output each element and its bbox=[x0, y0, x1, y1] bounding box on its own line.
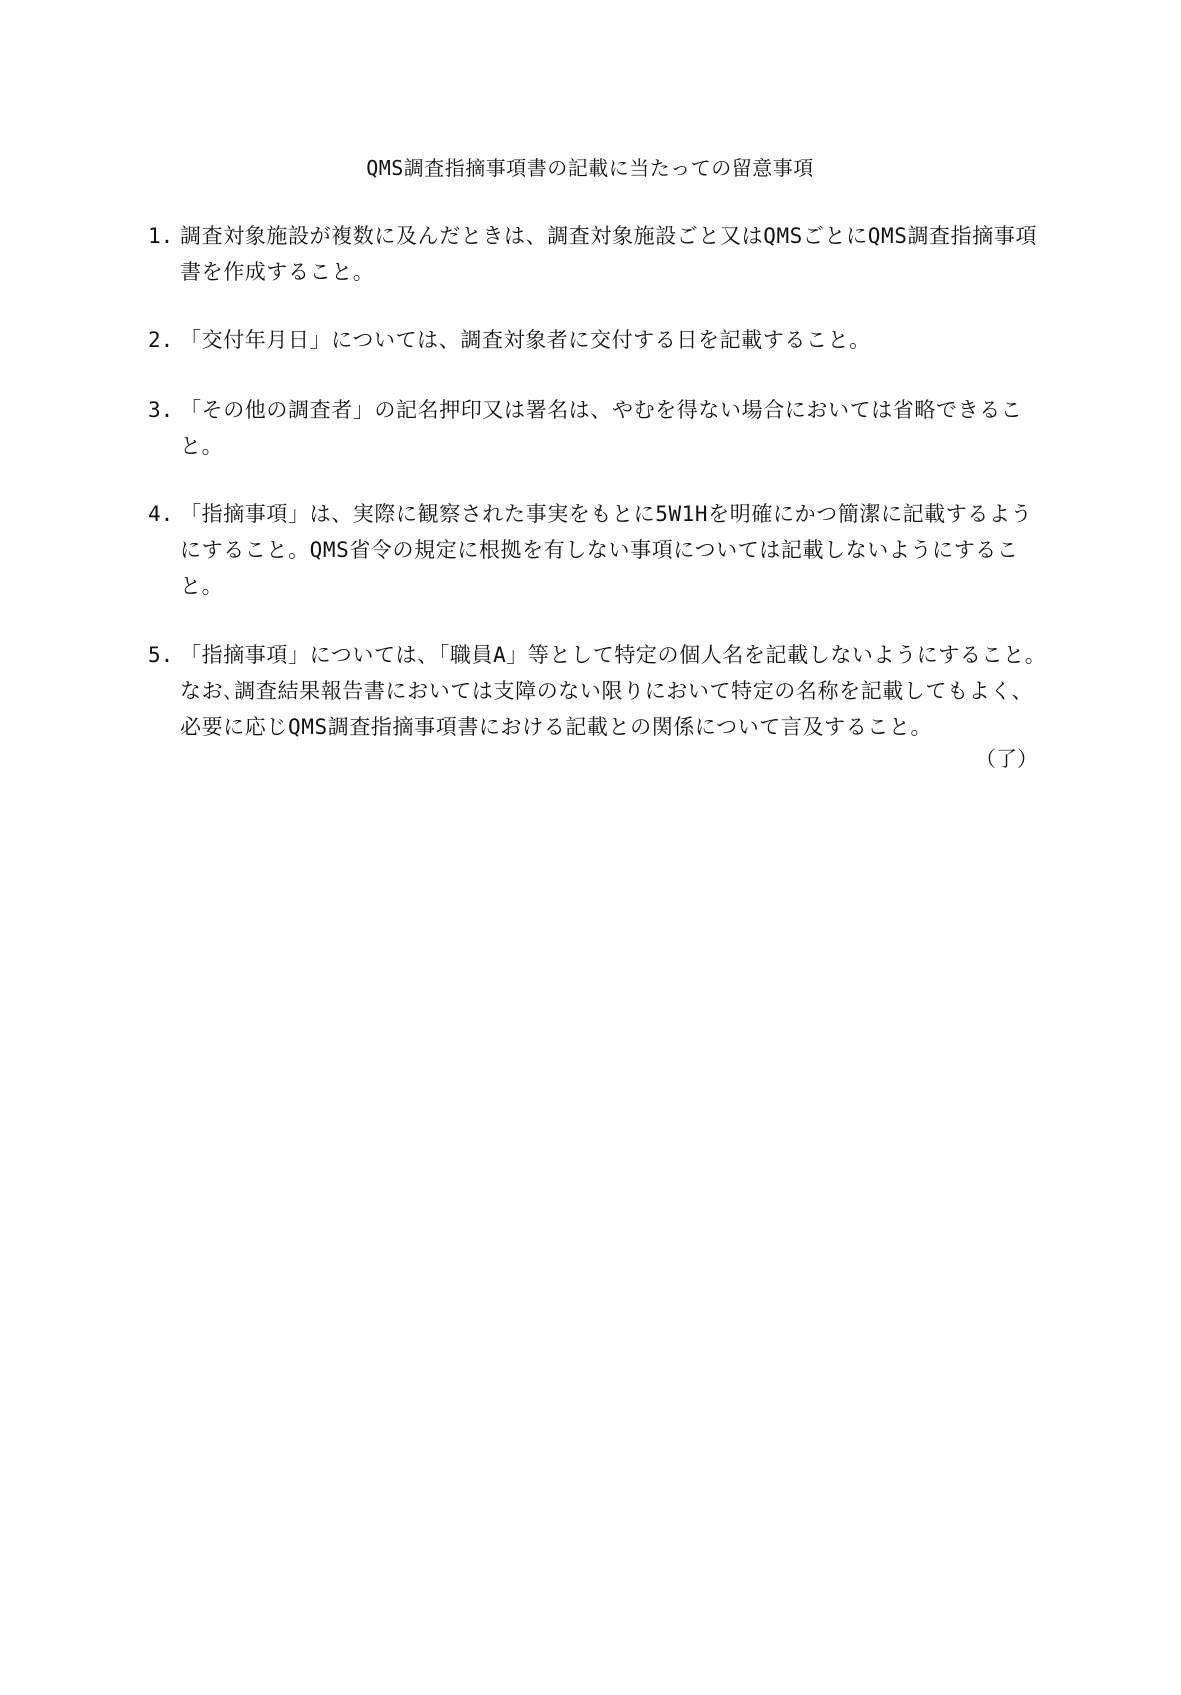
item-text bbox=[180, 496, 1038, 604]
item-line: 「その他の調査者」の記名押印又は署名は、やむを得ない場合においては省略できるこ bbox=[180, 398, 1023, 422]
item-number: 2. bbox=[148, 328, 174, 352]
item-text bbox=[180, 322, 1038, 358]
item-line: 必要に応じQMS調査指摘事項書における記載との関係について言及すること。 bbox=[180, 715, 933, 739]
item-line: 「交付年月日」については、調査対象者に交付する日を記載すること。 bbox=[180, 328, 871, 352]
item-line: と。 bbox=[180, 434, 224, 458]
item-number: 1. bbox=[148, 224, 174, 248]
item-line: 「指摘事項」は、実際に観察された事実をもとに5W1Hを明確にかつ簡潔に記載するよう bbox=[180, 502, 1033, 526]
item-line: 調査対象施設が複数に及んだときは、調査対象施設ごと又はQMSごとにQMS調査指摘事項 bbox=[180, 224, 1038, 248]
item-line: にすること。QMS省令の規定に根拠を有しない事項については記載しないようにするこ bbox=[180, 538, 1019, 562]
end-mark: （了） bbox=[975, 747, 1038, 771]
item-line: と。 bbox=[180, 574, 224, 598]
item-line: なお､調査結果報告書においては支障のない限りにおいて特定の名称を記載してもよく、 bbox=[180, 679, 1034, 703]
item-line: 書を作成すること。 bbox=[180, 260, 375, 284]
document-title: QMS調査指摘事項書の記載に当たっての留意事項 bbox=[366, 156, 814, 180]
item-text bbox=[180, 637, 1047, 745]
item-number: 4. bbox=[148, 502, 174, 526]
item-text bbox=[180, 218, 1038, 290]
item-number: 5. bbox=[148, 643, 174, 667]
item-line: 「指摘事項」については、「職員A」等として特定の個人名を記載しないようにすること。 bbox=[180, 643, 1047, 667]
item-number: 3. bbox=[148, 398, 174, 422]
item-text bbox=[180, 392, 1038, 464]
